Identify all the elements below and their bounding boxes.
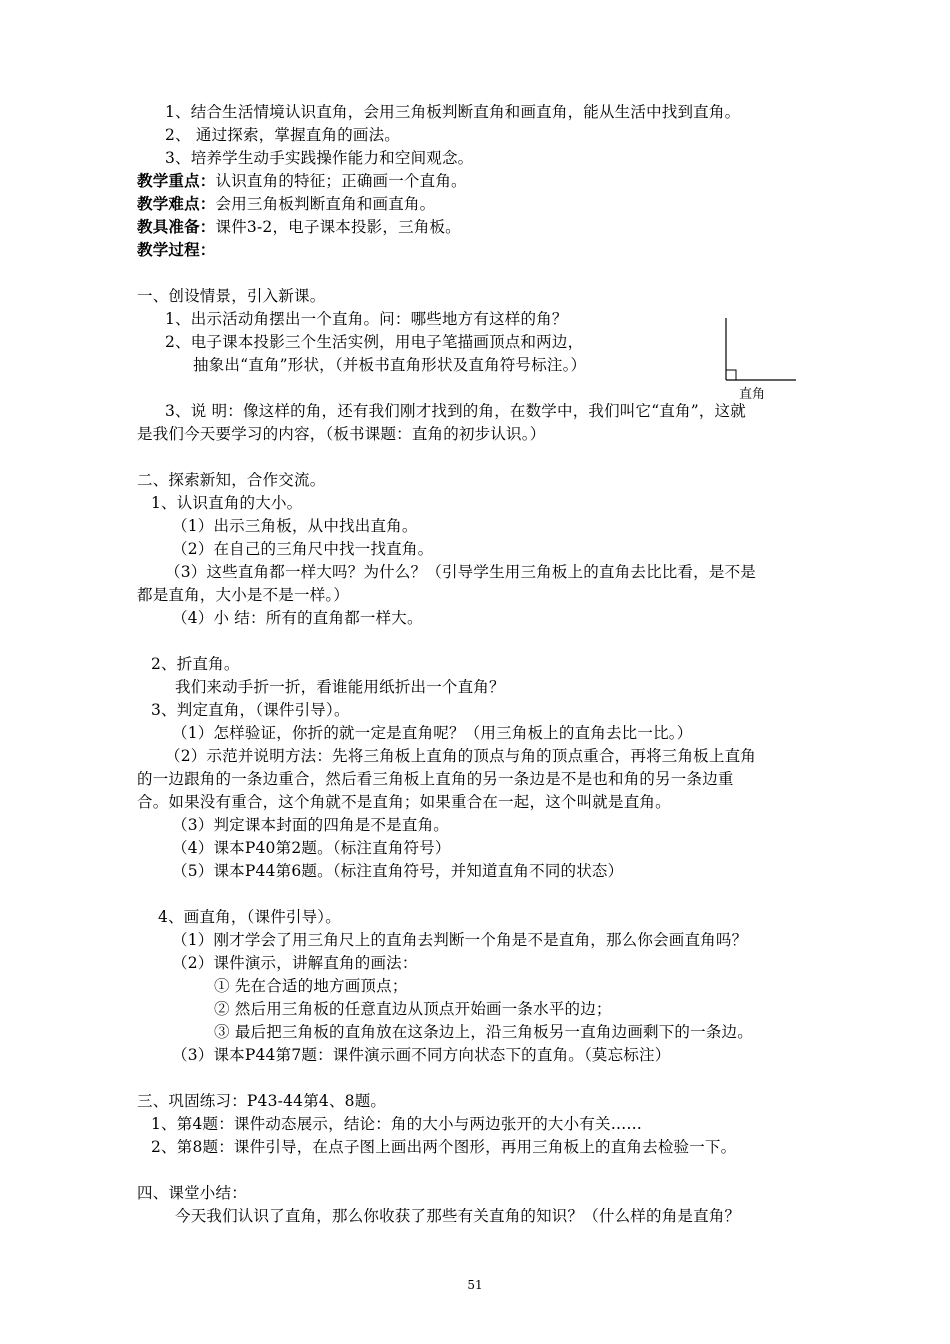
s2-part-a: 1、认识直角的大小。 [151, 494, 303, 512]
s2-c5: （5）课本P44第6题。（标注直角符号，并知道直角不同的状态） [172, 862, 624, 880]
s1-line-2: 2、电子课本投影三个生活实例，用电子笔描画顶点和两边， [165, 333, 584, 351]
section-4-title: 四、课堂小结： [137, 1184, 247, 1202]
s2-d1: （1）刚才学会了用三角尺上的直角去判断一个角是不是直角，那么你会画直角吗？ [172, 931, 748, 949]
key-points [137, 170, 467, 192]
s2-a3-cont: 都是直角，大小是不是一样。） [137, 586, 350, 604]
s2-a4: （4）小 结：所有的直角都一样大。 [172, 609, 423, 627]
s2-c2: （2）示范并说明方法：先将三角板上直角的顶点与角的顶点重合，再将三角板上直角 [165, 747, 756, 765]
right-angle-diagram [716, 314, 806, 404]
s3-line-2: 2、第8题：课件引导，在点子图上画出两个图形，再用三角板上的直角去检验一下。 [151, 1138, 737, 1156]
page-number: 51 [467, 1278, 483, 1292]
s2-c2-cont-2: 合。如果没有重合，这个角就不是直角；如果重合在一起，这个叫就是直角。 [137, 793, 671, 811]
materials-text: 课件3-2，电子课本投影，三角板。 [215, 218, 461, 236]
right-angle-symbol [726, 370, 736, 380]
materials [137, 216, 461, 238]
difficulty-label: 教学难点： [137, 194, 216, 213]
s2-c4: （4）课本P40第2题。（标注直角符号） [172, 839, 451, 857]
s2-part-b: 2、折直角。 [151, 655, 240, 673]
s2-d3: （3）课本P44第7题：课件演示画不同方向状态下的直角。（莫忘标注） [172, 1046, 671, 1064]
key-points-label: 教学重点： [137, 171, 216, 190]
s2-d2: （2）课件演示，讲解直角的画法： [172, 954, 418, 972]
s2-c2-cont-1: 的一边跟角的一条边重合，然后看三角板上直角的另一条边是不是也和角的另一条边重 [137, 770, 734, 788]
s2-d2-step-3: ③ 最后把三角板的直角放在这条边上，沿三角板另一直角边画剩下的一条边。 [214, 1023, 753, 1041]
s2-b1: 我们来动手折一折，看谁能用纸折出一个直角？ [175, 678, 505, 696]
difficulty-text: 会用三角板判断直角和画直角。 [215, 195, 436, 213]
section-3-title: 三、巩固练习：P43-44第4、8题。 [137, 1092, 387, 1110]
s2-c3: （3）判定课本封面的四角是不是直角。 [172, 816, 449, 834]
s2-part-d: 4、画直角，（课件引导）。 [158, 908, 341, 926]
section-2-title: 二、探索新知，合作交流。 [137, 471, 326, 489]
s1-line-3: 抽象出“直角”形状，（并板书直角形状及直角符号标注。） [193, 356, 587, 374]
s2-part-c: 3、判定直角，（课件引导）。 [151, 701, 350, 719]
s2-d2-step-1: ① 先在合适的地方画顶点； [214, 977, 408, 995]
objective-2: 2、 通过探索，掌握直角的画法。 [165, 126, 400, 144]
s2-d2-step-2: ② 然后用三角板的任意直边从顶点开始画一条水平的边； [214, 1000, 612, 1018]
objective-1: 1、结合生活情境认识直角，会用三角板判断直角和画直角，能从生活中找到直角。 [165, 103, 741, 121]
section-1-title: 一、创设情景，引入新课。 [137, 287, 326, 305]
materials-label: 教具准备： [137, 217, 216, 236]
objective-3: 3、培养学生动手实践操作能力和空间观念。 [165, 149, 474, 167]
diagram-label: 直角 [739, 387, 766, 402]
process-label: 教学过程： [137, 240, 216, 259]
key-points-text: 认识直角的特征；正确画一个直角。 [215, 172, 467, 190]
s2-a3: （3）这些直角都一样大吗？为什么？（引导学生用三角板上的直角去比比看，是不是 [165, 563, 756, 581]
s2-a1: （1）出示三角板，从中找出直角。 [172, 517, 418, 535]
s1-line-5: 是我们今天要学习的内容，（板书课题：直角的初步认识。） [137, 425, 546, 443]
s2-c1: （1）怎样验证，你折的就一定是直角呢？（用三角板上的直角去比一比。） [172, 724, 693, 742]
s4-line-1: 今天我们认识了直角，那么你收获了那些有关直角的知识？（什么样的角是直角？ [175, 1207, 741, 1225]
difficulty [137, 193, 435, 215]
s1-line-4: 3、说 明：像这样的角，还有我们刚才找到的角，在数学中，我们叫它“直角”，这就 [165, 402, 746, 420]
s1-line-1: 1、出示活动角摆出一个直角。问：哪些地方有这样的角？ [165, 310, 568, 328]
s3-line-1: 1、第4题：课件动态展示，结论：角的大小与两边张开的大小有关…… [151, 1115, 643, 1133]
s2-a2: （2）在自己的三角尺中找一找直角。 [172, 540, 434, 558]
